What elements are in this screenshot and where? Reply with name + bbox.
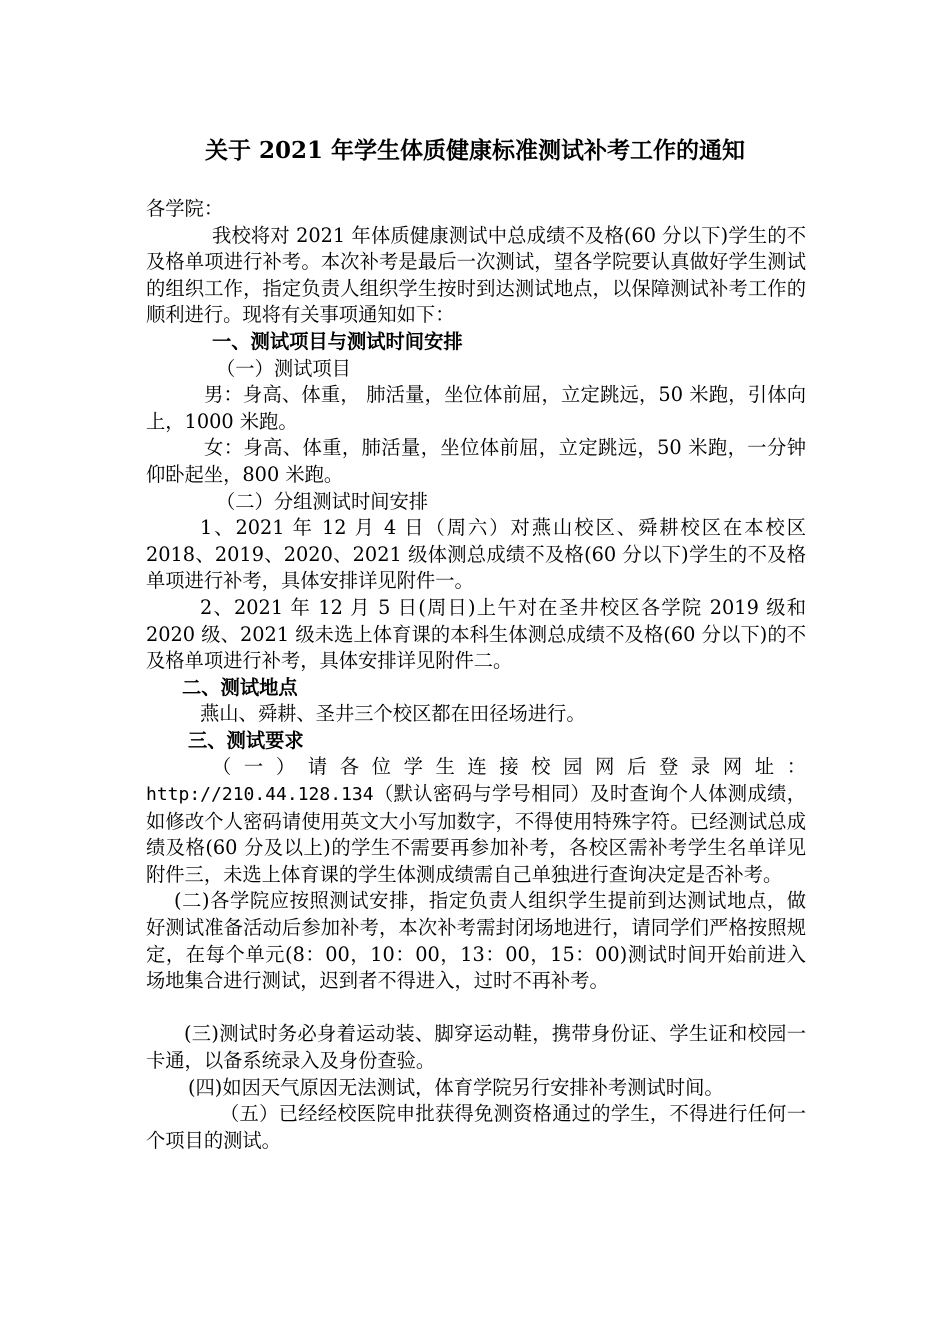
blank-line bbox=[146, 995, 806, 1022]
section-3-heading: 三、测试要求 bbox=[188, 728, 304, 752]
requirement-1-text: （默认密码与学号相同）及时查询个人体测成绩，如修改个人密码请使用英文大小写加数字，不得使用特殊字符。已经测试总成绩及格(60 分及以上)的学生不需要再参加补考，各校区需补考学生名单详见附件三，未选上体育课的学生体测成绩需自己单独进行查询决定是否补考。 bbox=[146, 782, 806, 886]
requirement-4: (四)如因天气原因无法测试，体育学院另行安排补考测试时间。 bbox=[188, 1075, 724, 1099]
male-items: 男：身高、体重， 肺活量，坐位体前屈，立定跳远，50 米跑，引体向上，1000 米跑。 bbox=[146, 383, 806, 433]
requirement-5: （五）已经经校医院申批获得免测资格通过的学生，不得进行任何一个项目的测试。 bbox=[146, 1102, 806, 1152]
section-1-sub-1: （一）测试项目 bbox=[216, 356, 351, 380]
requirement-1 bbox=[146, 781, 806, 888]
section-2-heading: 二、测试地点 bbox=[182, 675, 298, 699]
requirement-1-label: （一）请各位学生连接校园网后登录网址： bbox=[212, 755, 806, 779]
schedule-item-1: 1、2021 年 12 月 4 日（周六）对燕山校区、舜耕校区在本校区 2018、2019、2020、2021 级体测总成绩不及格(60 分以下)学生的不及格单项进行补考，具体安排详见附件一。 bbox=[146, 516, 806, 593]
requirement-2: (二)各学院应按照测试安排，指定负责人组织学生提前到达测试地点，做好测试准备活动后参加补考，本次补考需封闭场地进行，请同学们严格按照规定，在每个单元(8：00，10：00，13：00，15：00)测试时间开始前进入场地集合进行测试，迟到者不得进入，过时不再补考。 bbox=[146, 889, 806, 993]
schedule-item-2: 2、2021 年 12 月 5 日(周日)上午对在圣井校区各学院 2019 级和 2020 级、2021 级未选上体育课的本科生体测总成绩不及格(60 分以下)的不及格单项进行补考，具体安排详见附件二。 bbox=[146, 595, 806, 673]
section-1-sub-2: （二）分组测试时间安排 bbox=[216, 489, 429, 513]
female-items: 女：身高、体重，肺活量，坐位体前屈，立定跳远，50 米跑，一分钟仰卧起坐，800 米跑。 bbox=[146, 436, 806, 486]
document-body bbox=[146, 196, 806, 1154]
section-1-heading: 一、测试项目与测试时间安排 bbox=[212, 329, 463, 353]
requirement-3: (三)测试时务必身着运动装、脚穿运动鞋，携带身份证、学生证和校园一卡通，以备系统录入及身份查验。 bbox=[146, 1022, 806, 1072]
intro-paragraph: 我校将对 2021 年体质健康测试中总成绩不及格(60 分以下)学生的不及格单项进行补考。本次补考是最后一次测试，望各学院要认真做好学生测试的组织工作，指定负责人组织学生按时到达测试地点，以保障测试补考工作的顺利进行。现将有关事项通知如下： bbox=[146, 223, 806, 327]
location-text: 燕山、舜耕、圣井三个校区都在田径场进行。 bbox=[200, 702, 586, 726]
query-url-link[interactable]: http://210.44.128.134 bbox=[146, 784, 374, 806]
document-title: 关于 2021 年学生体质健康标准测试补考工作的通知 bbox=[204, 137, 746, 164]
salutation: 各学院： bbox=[146, 197, 224, 220]
